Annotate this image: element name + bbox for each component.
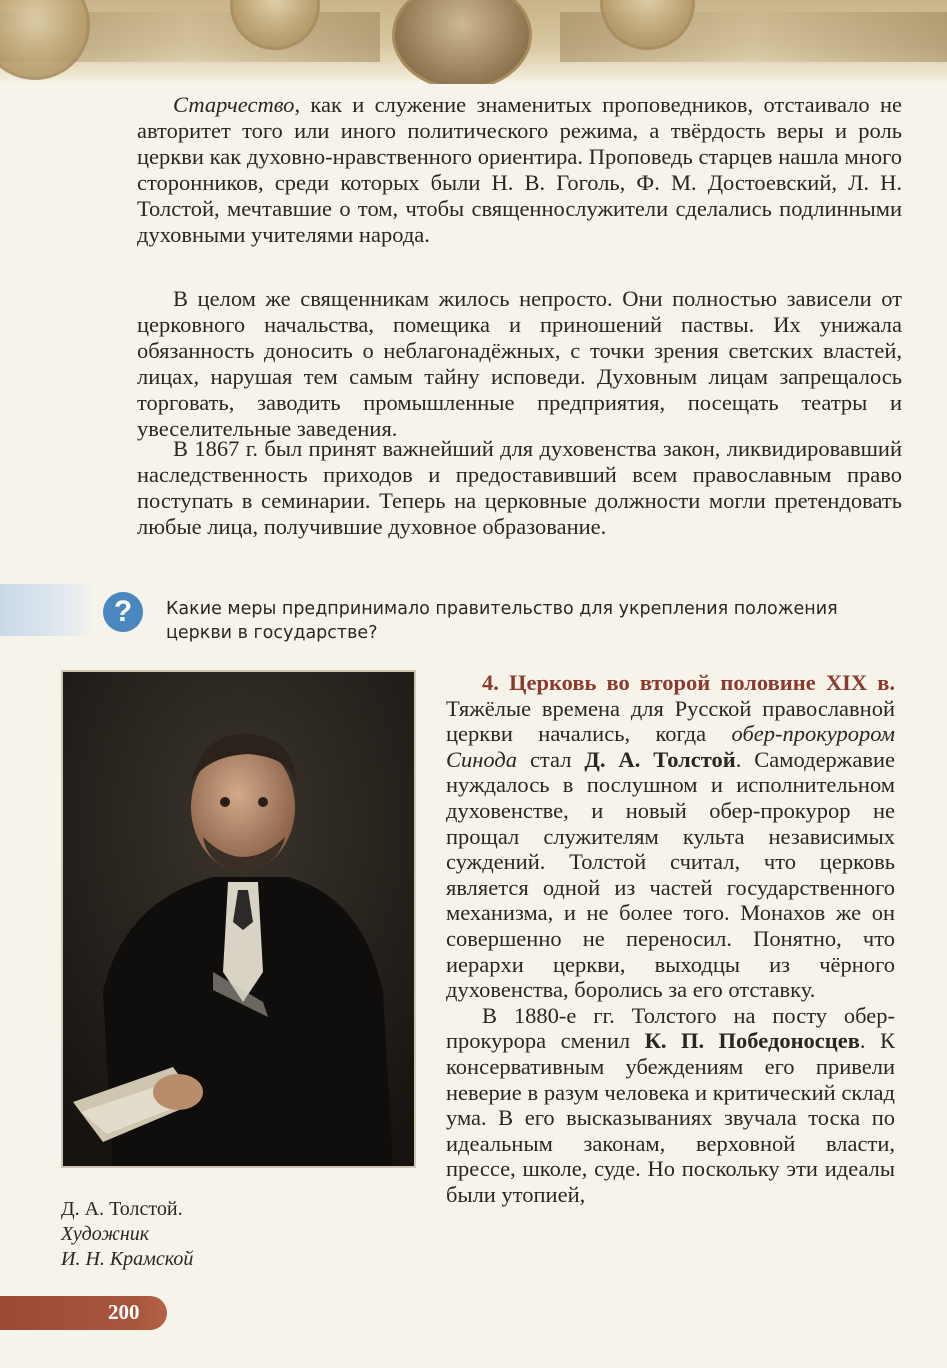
paragraph-1 bbox=[137, 92, 902, 248]
question-text: Какие меры предпринимало правительство для укрепления положения церкви в государстве? bbox=[166, 599, 838, 643]
decorative-header-band bbox=[0, 0, 947, 84]
paragraph-1-text: , как и служение знаменитых проповедников, отстаивало не авторитет того или иного политического режима, а твёрдость веры и роль церкви как духовно-нравственного ориентира. Проповедь старцев нашла много сторонников, среди которых были Н. В. Гоголь, Ф. М. Достоевский, Л. Н. Толстой, мечтавшие о том, чтобы священнослужители сделались подлинными духовными учителями народа. bbox=[137, 92, 902, 247]
section-4-text-2: стал bbox=[517, 746, 585, 772]
header-medallion-left bbox=[0, 0, 90, 80]
paragraph-3-text: В 1867 г. был принят важнейший для духовенства закон, ликвидировавший наследственность приходов и предоставивший всем православным право поступать в семинарии. Теперь на церковные должности могли претендовать любые лица, получившие духовное образование. bbox=[137, 436, 902, 539]
name-tolstoy: Д. А. Толстой bbox=[584, 746, 736, 772]
page-number-tab bbox=[0, 1296, 167, 1330]
portrait-painting bbox=[61, 670, 416, 1168]
header-portrait-oval bbox=[392, 0, 532, 84]
question-band bbox=[0, 584, 96, 636]
section-4-column bbox=[446, 670, 895, 1207]
section-4-text-1: Тяжёлые времена для Русской православной церкви начались, когда bbox=[446, 695, 895, 747]
paragraph-2 bbox=[137, 286, 902, 442]
term-ober-prokuror: обер-прокурором Синода bbox=[446, 721, 895, 772]
section-4-text-3: . Самодержавие нуждалось в послушном и исполнительном духовенстве, и новый обер-прокурор не прощал служителям культа независимых суждений. Толстой считал, что церковь является одной из частей государственного механизма, и не более того. Монахов же он совершенно не переносил. Понятно, что иерархи церкви, выходцы из чёрного духовенства, боролись за его отставку. bbox=[446, 746, 895, 1003]
page-number: 200 bbox=[108, 1300, 140, 1324]
paragraph-5-text-1: В 1880-е гг. Толстого на посту обер-прокурора сменил bbox=[446, 1002, 895, 1054]
caption-artist: И. Н. Крамской bbox=[61, 1248, 194, 1270]
name-pobedonostsev: К. П. Победоносцев bbox=[644, 1028, 860, 1054]
paragraph-2-text: В целом же священникам жилось непросто. Они полностью зависели от церковного начальства, помещика и приношений паствы. Их унижала обязанность доносить о неблагонадёжных, с точки зрения светских властей, лицах, нарушая тем самым тайну исповеди. Духовным лицам запрещалось торговать, заводить промышленные предприятия, посещать театры и увеселительные заведения. bbox=[137, 286, 902, 441]
term-starchestvo: Старчество bbox=[173, 92, 295, 117]
portrait-caption bbox=[61, 1197, 311, 1272]
portrait-illustration bbox=[63, 672, 416, 1168]
paragraph-3 bbox=[137, 436, 902, 540]
paragraph-5-text-2: . К консервативным убеждениям его привели неверие в разум человека и критический склад ума. В его высказываниях звучала тоска по идеальным законам, верховной власти, прессе, школе, суде. Но поскольку эти идеалы были утопией, bbox=[446, 1028, 895, 1207]
caption-role: Художник bbox=[61, 1223, 150, 1245]
section-4-title: 4. Церковь во второй половине XIX в. bbox=[482, 670, 895, 695]
caption-name: Д. А. Толстой. bbox=[61, 1198, 183, 1220]
question-icon: ? bbox=[103, 592, 143, 632]
